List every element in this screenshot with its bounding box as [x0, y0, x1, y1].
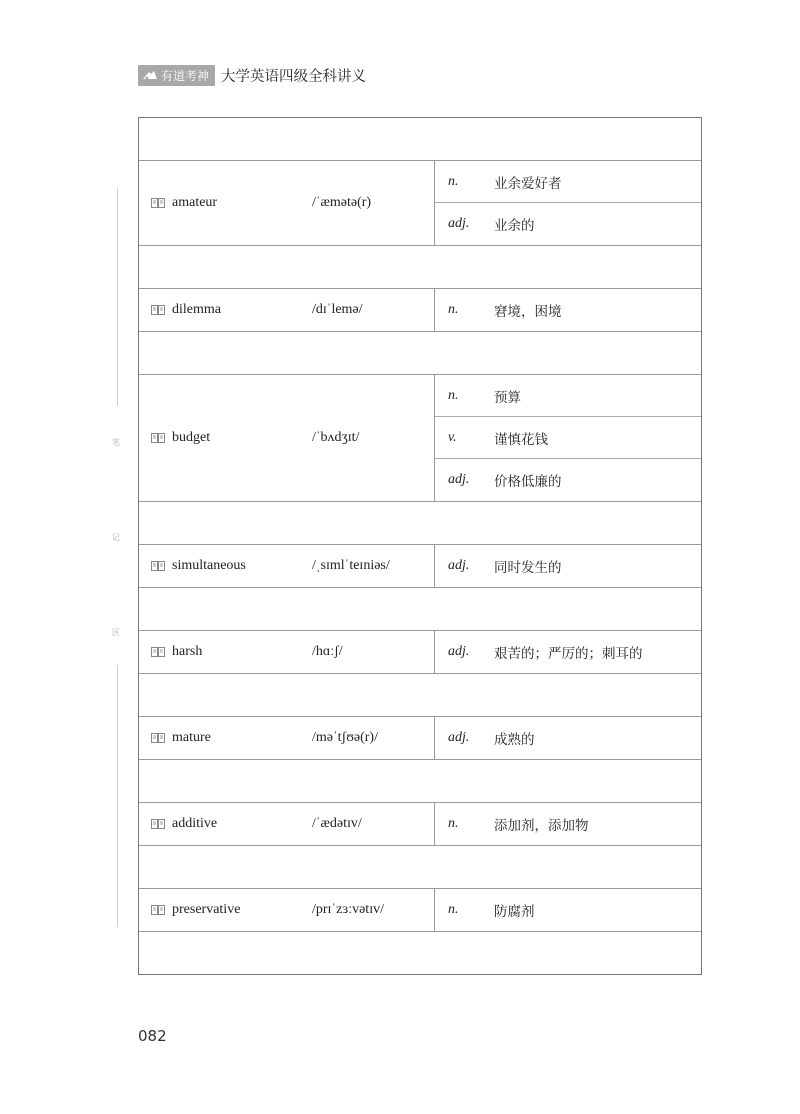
entry-phonetic: /ˈbʌdʒɪt/ [312, 430, 360, 445]
sense-list [435, 889, 701, 931]
vocab-entry [139, 889, 701, 932]
entry-word: simultaneous [172, 558, 246, 573]
vocab-table [138, 117, 702, 975]
entry-phonetic: /ˈædətɪv/ [312, 816, 362, 831]
sense-row [435, 375, 701, 417]
sense-row [435, 803, 701, 845]
notes-char: 区 [112, 628, 120, 637]
book-icon [151, 305, 165, 315]
entry-word: harsh [172, 644, 203, 659]
hat-logo-icon [142, 69, 158, 81]
entry-phonetic: /dɪˈlemə/ [312, 302, 363, 317]
book-icon [151, 819, 165, 829]
notes-divider-bottom [117, 665, 118, 927]
part-of-speech: adj. [448, 216, 470, 231]
sense-list [435, 289, 701, 331]
entry-word: mature [172, 730, 211, 745]
vocab-entry [139, 289, 701, 332]
spacer-row [139, 932, 701, 974]
page-header [138, 64, 366, 86]
book-icon [151, 433, 165, 443]
spacer-row [139, 502, 701, 545]
sense-meaning: 窘境，困境 [494, 304, 562, 320]
sense-meaning: 谨慎花钱 [494, 431, 548, 448]
part-of-speech: adj. [448, 644, 470, 659]
notes-char: 记 [112, 533, 120, 542]
brand-badge [138, 65, 215, 86]
book-icon [151, 733, 165, 743]
sense-row [435, 417, 701, 459]
sense-row [435, 289, 701, 331]
book-icon [151, 647, 165, 657]
vocab-entry [139, 803, 701, 846]
sense-meaning: 艰苦的；严厉的；刺耳的 [494, 646, 643, 662]
part-of-speech: adj. [448, 472, 470, 487]
book-icon [151, 198, 165, 208]
brand-label: 有道考神 [161, 68, 210, 83]
part-of-speech: v. [448, 429, 457, 445]
sense-row [435, 717, 701, 759]
word-cell [139, 545, 435, 587]
vocab-entry [139, 161, 701, 246]
word-cell [139, 717, 435, 759]
sense-list [435, 717, 701, 759]
sense-row [435, 161, 701, 203]
sense-list [435, 545, 701, 587]
vocab-entry [139, 717, 701, 760]
part-of-speech: n. [448, 816, 459, 831]
sense-meaning: 预算 [494, 389, 521, 406]
entry-word: dilemma [172, 302, 221, 317]
course-title: 大学英语四级全科讲义 [221, 68, 367, 85]
spacer-row [139, 674, 701, 717]
book-icon [151, 905, 165, 915]
entry-phonetic: /ˈæmətə(r) [312, 195, 372, 210]
word-cell [139, 889, 435, 931]
sense-meaning: 成熟的 [494, 732, 535, 748]
spacer-row [139, 760, 701, 803]
spacer-row [139, 332, 701, 375]
word-cell [139, 375, 435, 501]
entry-phonetic: /prɪˈzɜːvətɪv/ [312, 902, 384, 917]
sense-meaning: 同时发生的 [494, 560, 562, 576]
part-of-speech: n. [448, 387, 459, 403]
vocab-entry [139, 375, 701, 502]
sense-row [435, 545, 701, 587]
spacer-row [139, 246, 701, 289]
page-number: 082 [138, 1027, 167, 1045]
spacer-row [139, 846, 701, 889]
spacer-row [139, 118, 701, 161]
notes-divider-top [117, 188, 118, 406]
sense-row [435, 631, 701, 673]
part-of-speech: n. [448, 302, 459, 317]
sense-meaning: 添加剂，添加物 [494, 818, 589, 834]
entry-word: budget [172, 430, 211, 445]
entry-word: additive [172, 816, 218, 831]
word-cell [139, 161, 435, 245]
vocab-entry [139, 545, 701, 588]
entry-phonetic: /məˈtʃʊə(r)/ [312, 730, 378, 745]
sense-meaning: 价格低廉的 [494, 474, 562, 490]
part-of-speech: adj. [448, 730, 470, 745]
spacer-row [139, 588, 701, 631]
entry-word: amateur [172, 195, 218, 210]
part-of-speech: n. [448, 173, 459, 189]
sense-meaning: 业余爱好者 [494, 175, 562, 192]
entry-word: preservative [172, 902, 241, 917]
sense-list [435, 161, 701, 245]
vocab-entry [139, 631, 701, 674]
sense-meaning: 业余的 [494, 218, 535, 234]
notes-char: 笔 [112, 438, 120, 447]
word-cell [139, 803, 435, 845]
part-of-speech: n. [448, 902, 459, 917]
word-cell [139, 289, 435, 331]
entry-phonetic: /hɑːʃ/ [312, 644, 343, 659]
sense-row [435, 459, 701, 501]
sense-row [435, 203, 701, 245]
sense-list [435, 631, 701, 673]
entry-phonetic: /ˌsɪmlˈteɪniəs/ [312, 558, 390, 573]
part-of-speech: adj. [448, 558, 470, 573]
sense-list [435, 375, 701, 501]
book-icon [151, 561, 165, 571]
sense-list [435, 803, 701, 845]
word-cell [139, 631, 435, 673]
sense-meaning: 防腐剂 [494, 904, 535, 920]
sense-row [435, 889, 701, 931]
